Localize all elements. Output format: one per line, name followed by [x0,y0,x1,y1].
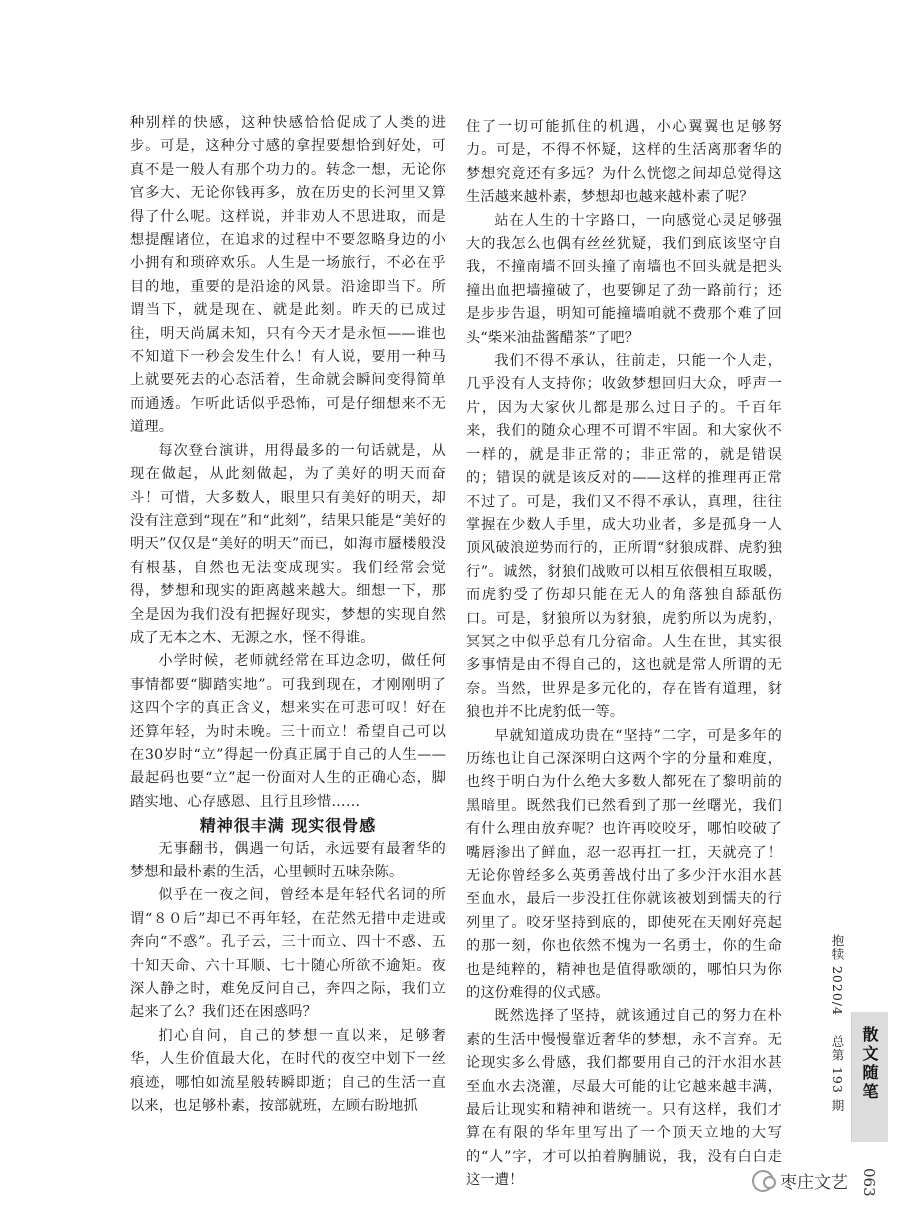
paragraph: 似乎在一夜之间，曾经本是年轻代名词的所谓“８０后”却已不再年轻，在茫然无措中走进或奔向“不惑”。孔子云，三十而立、四十不惑、五十知天命、六十耳顺、七十随心所欲不逾矩。夜深人静之时，难免反问自己，奔四之际，我们立起来了么？我们还在困惑吗？ [130,887,446,1021]
journal-issue-info [828,934,846,1126]
paragraph: 站在人生的十字路口，一向感觉心灵足够强大的我怎么也偶有丝丝犹疑，我们到底该坚守自我，不撞南墙不回头撞了南墙也不回头就是把头撞出血把墙撞破了，也要铆足了劲一路前行；还是步步告退，明知可能撞墙咱就不费那个难了回头“柴米油盐酱醋茶”了吧？ [466,212,782,346]
paragraph: 我们不得不承认，往前走，只能一个人走，几乎没有人支持你；收敛梦想回归大众，呼声一片，因为大家伙儿都是那么过日子的。千百年来，我们的随众心理不可谓不牢固。和大家伙不一样的，就是非正常的；非正常的，就是错误的；错误的就是该反对的——这样的推理再正常不过了。可是，我们又不得不承认，真理，往往掌握在少数人手里，成大功业者，多是孤身一人顶风破浪逆势而行的，正所谓“豺狼成群、虎豹独行”。诚然，豺狼们战败可以相互依偎相互取暖，而虎豹受了伤却只能在无人的角落独自舔舐伤口。可是，豺狼所以为豺狼，虎豹所以为虎豹，冥冥之中似乎总有几分宿命。人生在世，其实很多事情是由不得自己的，这也就是常人所谓的无奈。当然，世界是多元化的，存在皆有道理，豺狼也并不比虎豹低一等。 [466,353,782,721]
paragraph: 住了一切可能抓住的机遇，小心翼翼也足够努力。可是，不得不怀疑，这样的生活离那奢华的梦想究竟还有多远？为什么恍惚之间却总觉得这生活越来越朴素，梦想却也越来越朴素了呢？ [466,119,782,206]
paragraph: 每次登台演讲，用得最多的一句话就是，从现在做起，从此刻做起，为了美好的明天而奋斗！可惜，大多数人，眼里只有美好的明天，却没有注意到“现在”和“此刻”，结果只能是“美好的明天”仅仅是“美好的明天”而已，如海市蜃楼般没有根基，自然也无法变成现实。我们经常会觉得，梦想和现实的距离越来越大。细想一下，那全是因为我们没有把握好现实，梦想的实现自然成了无本之木、无源之水，怪不得谁。 [130,442,446,646]
page-number: 063 [860,1168,878,1197]
section-heading: 精神很丰满 现实很骨感 [199,816,377,836]
wechat-icon [752,1170,774,1192]
right-text-column [466,116,782,1193]
watermark [752,1168,848,1193]
journal-info: 抱犊 2020/4 [830,934,845,1016]
watermark-text: 枣庄文艺 [780,1173,848,1193]
issue-info: 总第 193 期 [830,1034,845,1113]
column-name: 散文随笔 [860,1026,879,1102]
paragraph: 无事翻书，偶遇一句话，永远要有最奢华的梦想和最朴素的生活，心里顿时五味杂陈。 [130,840,446,880]
paragraph: 种别样的快感，这种快感恰恰促成了人类的进步。可是，这种分寸感的拿捏要想恰到好处，可真不是一般人有那个功力的。转念一想，无论你官多大、无论你钱再多，放在历史的长河里又算得了什么呢。这样说，并非劝人不思进取，而是想提醒诸位，在追求的过程中不要忽略身边的小小拥有和琐碎欢乐。人生是一场旅行，不必在乎目的地，重要的是沿途的风景。沿途即当下。所谓当下，就是现在、就是此刻。昨天的已成过往，明天尚属未知，只有今天才是永恒——谁也不知道下一秒会发生什么！有人说，要用一种马上就要死去的心态活着，生命就会瞬间变得简单而通透。乍听此话似乎恐怖，可是仔细想来不无道理。 [130,115,446,436]
left-text-column [130,112,446,1118]
paragraph: 既然选择了坚持，就该通过自己的努力在朴素的生活中慢慢靠近奢华的梦想，永不言弃。无论现实多么骨感，我们都要用自己的汗水泪水甚至血水去浇灌，尽最大可能的让它越来越丰满，最后让现实和精神和谐统一。只有这样，我们才算在有限的华年里写出了一个顶天立地的大写的“人”字，才可以拍着胸脯说，我，没有白白走这一遭！ [466,1008,782,1189]
paragraph: 扪心自问，自己的梦想一直以来，足够奢华，人生价值最大化，在时代的夜空中划下一丝痕迹，哪怕如流星般转瞬即逝；自己的生活一直以来，也足够朴素，按部就班，左顾右盼地抓 [130,1027,446,1115]
paragraph: 早就知道成功贵在“坚持”二字，可是多年的历练也让自己深深明白这两个字的分量和难度，也终于明白为什么绝大多数人都死在了黎明前的黑暗里。既然我们已然看到了那一丝曙光，我们有什么理由放弃呢？也许再咬咬牙，哪怕咬破了嘴唇渗出了鲜血，忍一忍再扛一扛，天就亮了！无论你曾经多么英勇善战付出了多少汗水泪水甚至血水，最后一步没扛住你就该被划到懦夫的行列里了。咬牙坚持到底的，即使死在天刚好亮起的那一刻，你也依然不愧为一名勇士，你的生命也是纯粹的，精神也是值得歌颂的，哪怕只为你的这份难得的仪式感。 [466,727,782,1002]
paragraph: 小学时候，老师就经常在耳边念叨，做任何事情都要“脚踏实地”。可我到现在，才刚刚明了这四个字的真正含义，想来实在可悲可叹！好在还算年轻，为时未晚。三十而立！希望自己可以在30岁时“立”得起一份真正属于自己的人生——最起码也要“立”起一份面对人生的正确心态，脚踏实地、心存感恩、且行且珍惜…… [130,653,446,810]
